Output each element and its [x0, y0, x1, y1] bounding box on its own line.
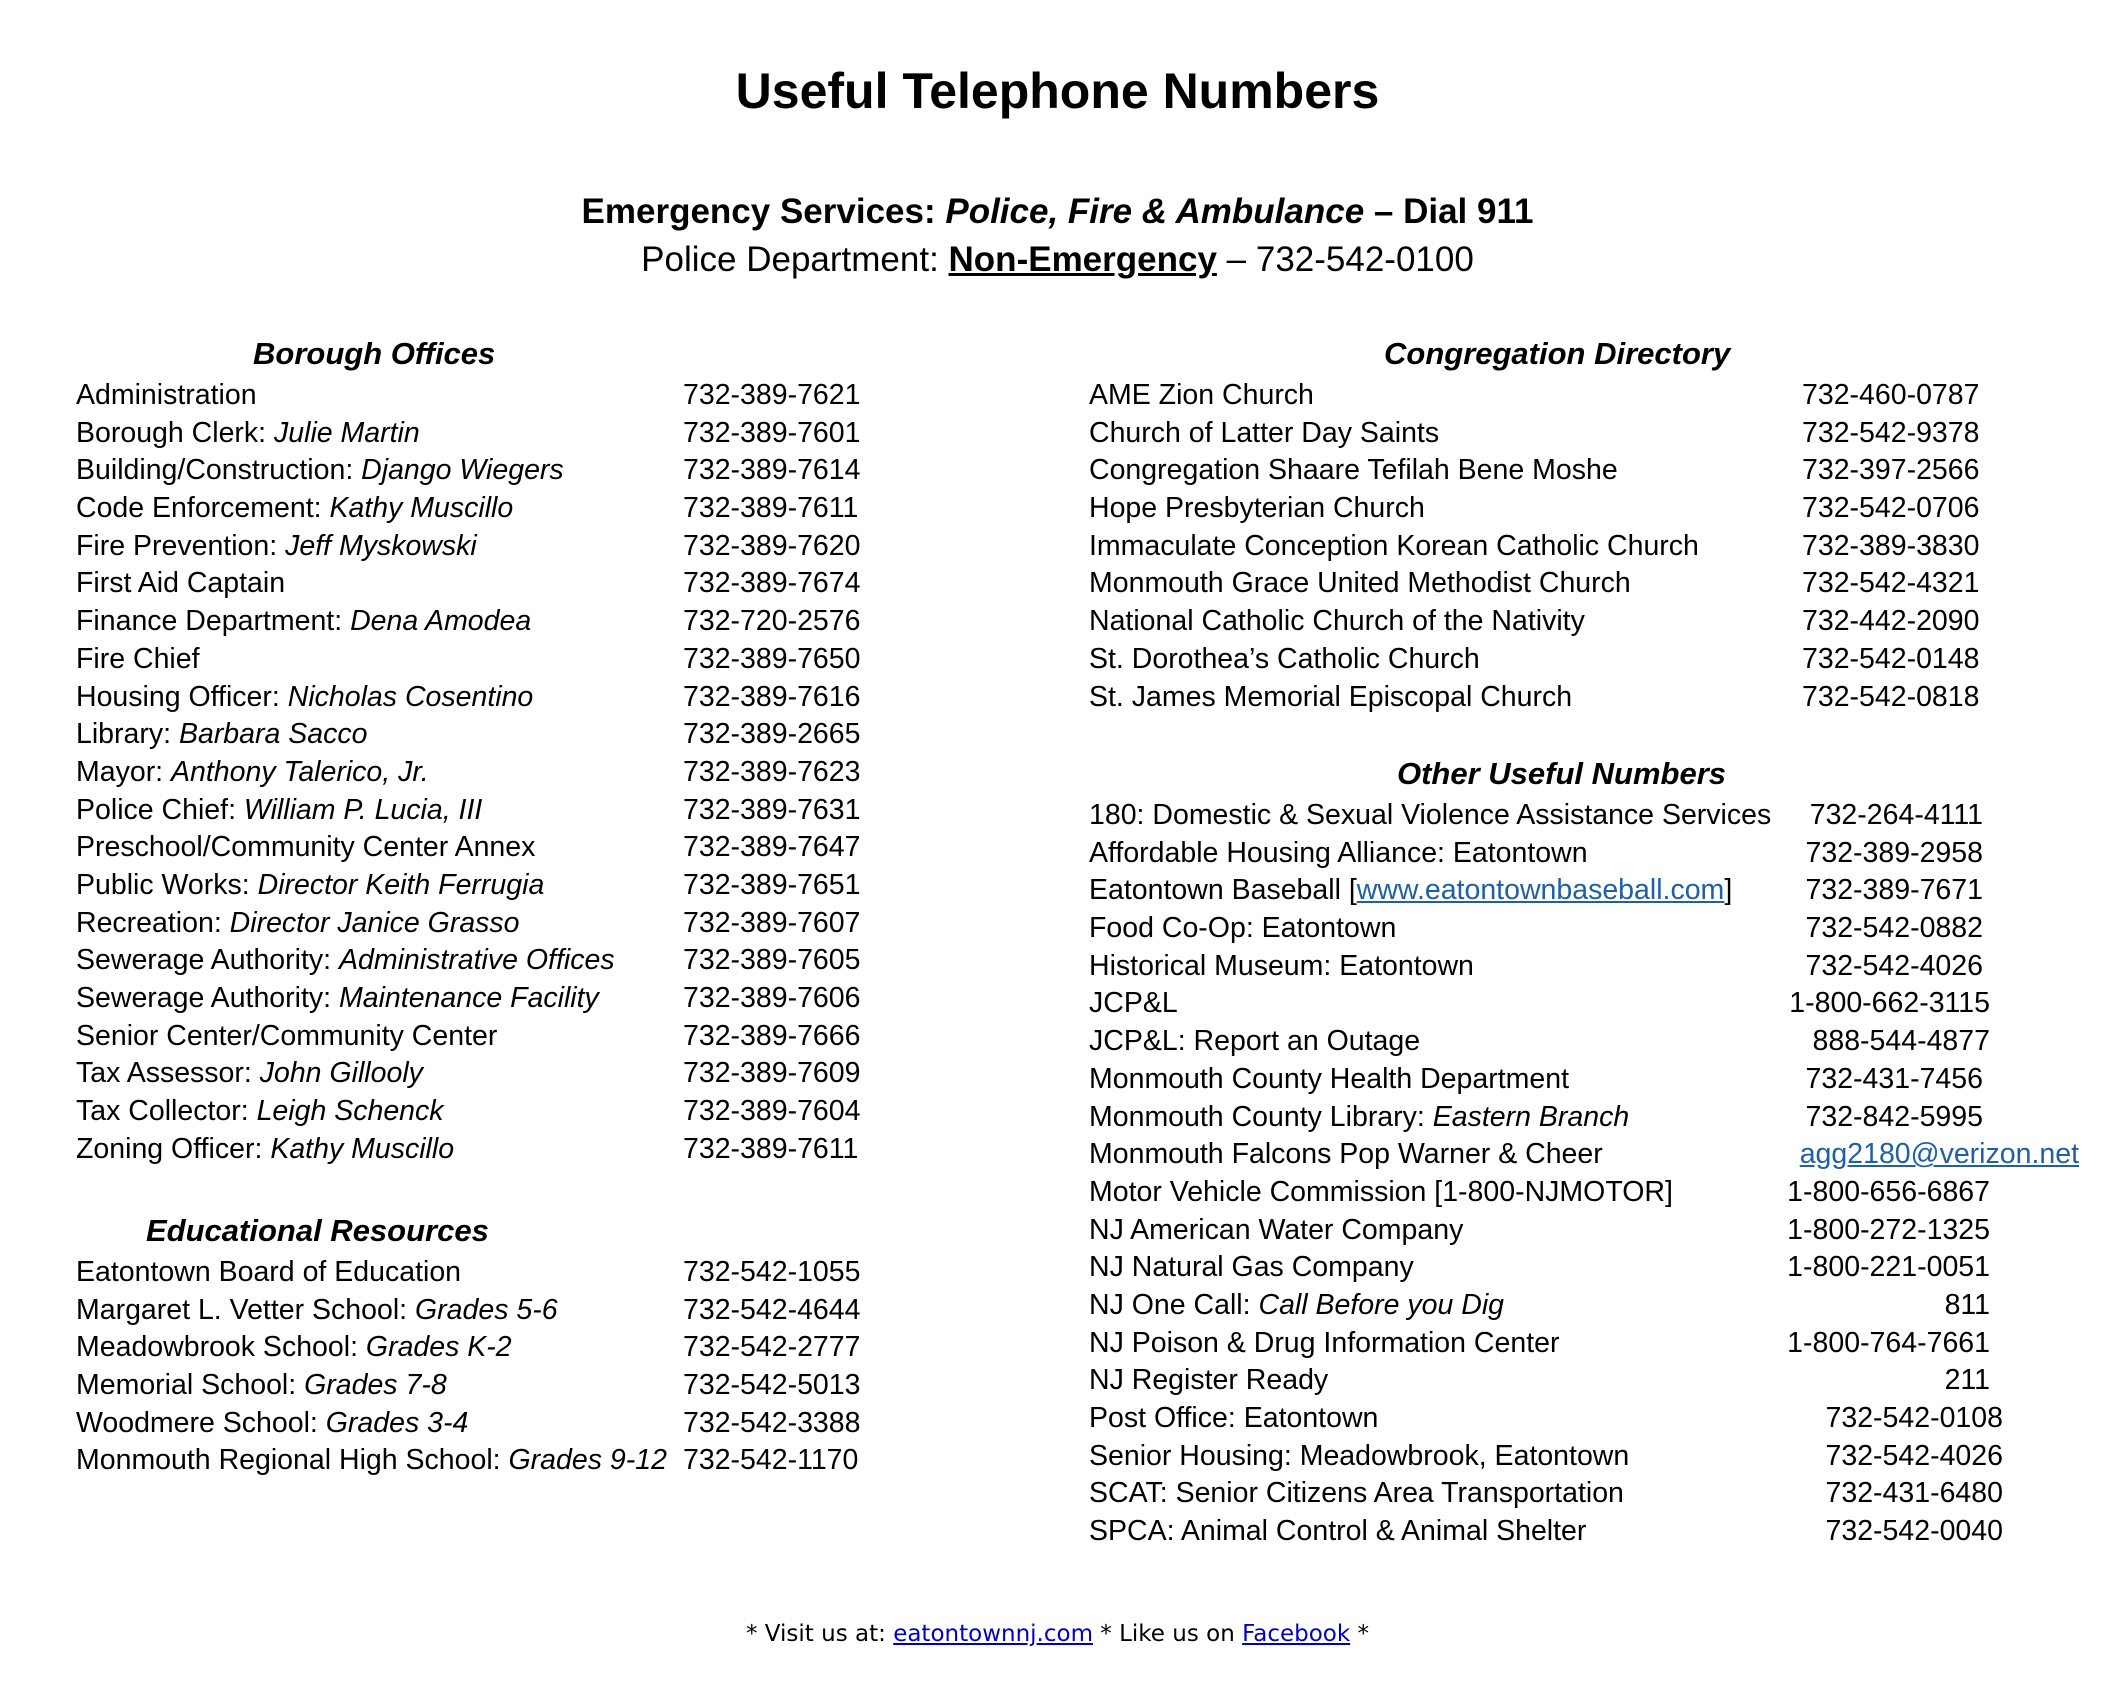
entry-text: Margaret L. Vetter School:: [76, 1293, 416, 1326]
list-item: [1089, 641, 1989, 679]
list-item: [76, 1055, 876, 1093]
entry-label: [1089, 910, 1396, 948]
other-list: [1089, 797, 2079, 1551]
list-item: [76, 829, 876, 867]
entry-name: Nicholas Cosentino: [287, 680, 534, 713]
list-item: [1089, 1136, 2079, 1174]
phone-number[interactable]: 732-431-7456: [1805, 1062, 1983, 1095]
list-item: [76, 1254, 876, 1292]
phone-number[interactable]: 732-389-3830: [1802, 529, 1980, 562]
congregation-heading: Congregation Directory: [1384, 336, 1731, 371]
entry-label: [1089, 1136, 1603, 1174]
entry-label: [1089, 1400, 1378, 1438]
entry-label: [1089, 1475, 1624, 1513]
entry-text: Hope Presbyterian Church: [1089, 492, 1425, 525]
phone-number[interactable]: 732-542-5013: [683, 1369, 861, 1402]
phone-number[interactable]: 732-389-7607: [683, 906, 861, 939]
phone-number[interactable]: 732-389-2958: [1805, 836, 1983, 869]
list-item: [1089, 1061, 2079, 1099]
entry-text: St. James Memorial Episcopal Church: [1089, 680, 1573, 713]
phone-number[interactable]: 732-542-0706: [1802, 492, 1980, 525]
emergency-dial: Dial 911: [1403, 192, 1534, 231]
list-item: [1089, 872, 2079, 910]
entry-name: Django Wiegers: [361, 454, 564, 487]
list-item: [1089, 1438, 2079, 1476]
entry-text: Sewerage Authority:: [76, 982, 339, 1014]
entry-label: [1089, 1174, 1673, 1212]
list-item: [76, 1018, 876, 1056]
footer-prefix: * Visit us at:: [746, 1621, 894, 1647]
entry-name: Grades 9-12: [508, 1444, 667, 1477]
list-item: [76, 490, 876, 528]
entry-text: NJ Poison & Drug Information Center: [1089, 1326, 1560, 1359]
entry-text: Historical Museum: Eatontown: [1089, 949, 1474, 982]
entry-name: Barbara Sacco: [178, 718, 368, 751]
list-item: [76, 754, 876, 792]
entry-label: [1089, 1249, 1414, 1287]
list-item: [1089, 797, 2079, 835]
phone-number[interactable]: 732-389-7616: [683, 680, 861, 713]
list-item: [1089, 1400, 2079, 1438]
entry-name: Dena Amodea: [350, 605, 532, 638]
entry-text: Preschool/Community Center Annex: [76, 831, 536, 864]
entry-text: Monmouth Falcons Pop Warner & Cheer: [1089, 1138, 1603, 1171]
phone-number[interactable]: 732-389-7647: [683, 831, 861, 864]
entry-label: [1089, 985, 1178, 1023]
entry-text: Fire Prevention:: [76, 529, 286, 562]
list-item: [76, 641, 876, 679]
entry-text: Monmouth County Library:: [1089, 1100, 1433, 1133]
list-item: [1089, 490, 1989, 528]
entry-name: Administrative Offices: [339, 944, 615, 977]
entry-label: [76, 641, 200, 679]
phone-number[interactable]: 732-542-1170: [683, 1444, 859, 1477]
entry-text: Meadowbrook School:: [76, 1331, 366, 1364]
emergency-lead: Emergency Services:: [581, 192, 946, 231]
phone-number[interactable]: 732-389-7671: [1805, 874, 1983, 907]
borough-heading: Borough Offices: [253, 336, 496, 371]
entry-name: Grades 3-4: [325, 1406, 469, 1439]
entry-label: [76, 716, 367, 754]
website-link[interactable]: eatontownnj.com: [893, 1621, 1093, 1647]
entry-label: [76, 452, 564, 490]
phone-number[interactable]: 732-542-1055: [683, 1256, 861, 1288]
phone-number[interactable]: 732-389-7650: [683, 642, 861, 675]
entry-name: Grades 5-6: [415, 1293, 558, 1326]
entry-text: Sewerage Authority:: [76, 944, 339, 977]
entry-text: Housing Officer:: [76, 680, 288, 713]
entry-text: 180: Domestic & Sexual Violence Assistance Services: [1089, 799, 1772, 831]
entry-label: [1089, 490, 1425, 528]
entry-text: NJ Natural Gas Company: [1089, 1251, 1414, 1284]
entry-name: Director Janice Grasso: [229, 906, 520, 939]
phone-number[interactable]: 732-389-7614: [683, 454, 861, 487]
entry-label: [1089, 797, 1771, 835]
list-item: [76, 905, 876, 943]
entry-text: Public Works:: [76, 868, 258, 901]
entry-label: [76, 1131, 454, 1169]
list-item: [76, 1329, 876, 1367]
phone-number[interactable]: 732-389-7609: [683, 1057, 861, 1090]
list-item: [76, 1367, 876, 1405]
entry-text: Food Co-Op: Eatontown: [1089, 912, 1397, 945]
phone-number[interactable]: 732-542-4026: [1805, 949, 1983, 982]
entry-text: Tax Assessor:: [76, 1057, 260, 1090]
entry-text: Affordable Housing Alliance: Eatontown: [1089, 836, 1588, 869]
phone-number[interactable]: 732-389-7601: [683, 416, 861, 449]
entry-text: Senior Housing: Meadowbrook, Eatontown: [1089, 1439, 1630, 1472]
list-item: [76, 603, 876, 641]
list-item: [1089, 565, 1989, 603]
entry-label: [76, 905, 520, 943]
entry-label: [76, 1018, 497, 1056]
entry-name: Call Before you Dig: [1258, 1288, 1505, 1321]
entry-text: Church of Latter Day Saints: [1089, 416, 1440, 449]
entry-label: [76, 603, 531, 641]
phone-number[interactable]: 732-720-2576: [683, 605, 861, 638]
footer: [0, 1621, 2115, 1647]
phone-number[interactable]: 211: [1944, 1364, 1990, 1397]
phone-number[interactable]: 732-542-3388: [683, 1406, 861, 1439]
entry-name: John Gillooly: [259, 1057, 423, 1090]
entry-name: Grades K-2: [365, 1331, 512, 1364]
phone-number[interactable]: 732-542-0818: [1802, 680, 1980, 713]
list-item: [1089, 377, 1989, 415]
entry-label: [1089, 415, 1439, 453]
phone-number[interactable]: 1-800-662-3115: [1789, 987, 1990, 1020]
police-phone[interactable]: 732-542-0100: [1255, 240, 1474, 279]
phone-number[interactable]: 732-389-7611: [683, 1132, 859, 1165]
entry-text: Eatontown Board of Education: [76, 1256, 462, 1288]
entry-label: [1089, 377, 1314, 415]
list-item: [76, 1442, 876, 1480]
entry-text: Police Chief:: [76, 793, 244, 826]
entry-label: [76, 980, 599, 1018]
entry-text: Fire Chief: [76, 642, 200, 675]
phone-number[interactable]: 888-544-4877: [1812, 1025, 1990, 1058]
phone-number[interactable]: 1-800-656-6867: [1787, 1175, 1990, 1208]
entry-name: Eastern Branch: [1432, 1100, 1630, 1133]
entry-text: Monmouth County Health Department: [1089, 1062, 1569, 1095]
list-item: [76, 679, 876, 717]
entry-text: Administration: [76, 379, 257, 411]
entry-text: Recreation:: [76, 906, 230, 939]
list-item: [76, 980, 876, 1018]
education-list: [76, 1254, 876, 1480]
entry-label: [76, 490, 513, 528]
phone-number[interactable]: 732-389-7623: [683, 755, 861, 788]
phone-number[interactable]: 1-800-221-0051: [1787, 1251, 1990, 1284]
list-item: [76, 792, 876, 830]
entry-label: [76, 1367, 447, 1405]
list-item: [1089, 528, 1989, 566]
entry-label: [1089, 603, 1585, 641]
phone-number[interactable]: 732-397-2566: [1802, 454, 1980, 487]
entry-name: Anthony Talerico, Jr.: [171, 755, 429, 788]
entry-label: [76, 829, 535, 867]
list-item: [1089, 1174, 2079, 1212]
entry-text: JCP&L: Report an Outage: [1089, 1025, 1421, 1058]
phone-number[interactable]: 1-800-764-7661: [1787, 1326, 1990, 1359]
list-item: [76, 1405, 876, 1443]
phone-number[interactable]: 732-389-7651: [683, 868, 861, 901]
entry-text: Post Office: Eatontown: [1089, 1402, 1379, 1434]
entry-label: [76, 1254, 461, 1292]
entry-text: Building/Construction:: [76, 454, 362, 487]
list-item: [1089, 452, 1989, 490]
entry-label: [1089, 452, 1618, 490]
list-item: [76, 415, 876, 453]
phone-number[interactable]: 732-542-0148: [1802, 642, 1980, 675]
phone-number[interactable]: 732-389-7631: [683, 793, 861, 826]
entry-name: William P. Lucia, III: [243, 793, 483, 826]
phone-number[interactable]: 732-389-7666: [683, 1019, 861, 1052]
entry-label: [1089, 1325, 1559, 1363]
list-item: [1089, 985, 2079, 1023]
entry-label: [1089, 1362, 1328, 1400]
congregation-list: [1089, 377, 1989, 716]
emergency-services: Police, Fire & Ambulance: [945, 192, 1365, 231]
entry-label: [76, 528, 477, 566]
phone-number[interactable]: 732-389-7604: [683, 1095, 861, 1128]
entry-label: [76, 679, 533, 717]
entry-label: [1089, 1212, 1463, 1250]
list-item: [76, 716, 876, 754]
police-sep: –: [1216, 240, 1256, 279]
entry-label: [1089, 948, 1474, 986]
list-item: [76, 1093, 876, 1131]
entry-text: Code Enforcement:: [76, 492, 330, 525]
entry-label: [76, 942, 615, 980]
entry-text: Motor Vehicle Commission [1-800-NJMOTOR]: [1089, 1175, 1673, 1208]
entry-label: [76, 565, 285, 603]
entry-name: Julie Martin: [274, 416, 420, 449]
entry-text: St. Dorothea’s Catholic Church: [1089, 642, 1480, 675]
entry-label: [76, 1329, 512, 1367]
entry-label: [76, 792, 482, 830]
page-title: Useful Telephone Numbers: [735, 63, 1380, 119]
list-item: [1089, 603, 1989, 641]
entry-text: National Catholic Church of the Nativity: [1089, 605, 1585, 638]
entry-text: SCAT: Senior Citizens Area Transportation: [1089, 1477, 1624, 1510]
entry-text: NJ American Water Company: [1089, 1213, 1464, 1246]
list-item: [76, 377, 876, 415]
entry-label: [76, 754, 429, 792]
list-item: [76, 867, 876, 905]
entry-label: [1089, 835, 1588, 873]
phone-number[interactable]: 811: [1944, 1288, 1990, 1321]
entry-label: [76, 415, 420, 453]
entry-text: Eatontown Baseball [: [1089, 874, 1357, 907]
entry-name: Kathy Muscillo: [270, 1132, 455, 1165]
list-item: [1089, 679, 1989, 717]
entry-text: NJ Register Ready: [1089, 1364, 1329, 1397]
entry-name: Grades 7-8: [304, 1369, 447, 1402]
list-item: [1089, 1325, 2079, 1363]
entry-label: [76, 1292, 558, 1330]
phone-number[interactable]: 732-264-4111: [1809, 799, 1983, 831]
list-item: [1089, 1362, 2079, 1400]
phone-number[interactable]: 732-389-7674: [683, 567, 861, 600]
footer-suffix: *: [1350, 1621, 1369, 1647]
phone-number[interactable]: 732-542-4644: [683, 1293, 861, 1326]
list-item: [76, 565, 876, 603]
entry-text: Tax Collector:: [76, 1095, 257, 1128]
entry-label: [76, 867, 544, 905]
entry-name: Director Keith Ferrugia: [257, 868, 545, 901]
entry-label: [1089, 1099, 1629, 1137]
phone-number[interactable]: 732-442-2090: [1802, 605, 1980, 638]
police-nonemergency: Non-Emergency: [948, 240, 1217, 279]
entry-text: NJ One Call:: [1089, 1288, 1259, 1321]
phone-number[interactable]: 732-542-0882: [1805, 912, 1983, 945]
entry-text: AME Zion Church: [1089, 379, 1314, 411]
list-item: [76, 528, 876, 566]
entry-label: [1089, 1023, 1420, 1061]
phone-number[interactable]: 732-542-0040: [1825, 1515, 2003, 1548]
phone-number[interactable]: 732-389-7620: [683, 529, 861, 562]
phone-number[interactable]: 732-389-7606: [683, 982, 861, 1014]
entry-name: Leigh Schenck: [256, 1095, 444, 1128]
list-item: [1089, 1287, 2079, 1325]
phone-number[interactable]: 732-389-7611: [683, 492, 859, 525]
entry-text: JCP&L: [1089, 987, 1178, 1020]
entry-label: [1089, 528, 1699, 566]
list-item: [1089, 1023, 2079, 1061]
police-lead: Police Department:: [641, 240, 949, 279]
emergency-line: [0, 192, 2115, 232]
entry-label: [1089, 1513, 1586, 1551]
phone-number[interactable]: 732-542-0108: [1825, 1402, 2003, 1434]
entry-label: [76, 1442, 667, 1480]
entry-label: [76, 1093, 444, 1131]
entry-text: Zoning Officer:: [76, 1132, 271, 1165]
phone-number[interactable]: 732-842-5995: [1805, 1100, 1983, 1133]
entry-text: Finance Department:: [76, 605, 351, 638]
entry-name: Kathy Muscillo: [329, 492, 514, 525]
entry-text: Woodmere School:: [76, 1406, 326, 1439]
entry-label: [1089, 872, 1732, 910]
footer-middle: * Like us on: [1092, 1621, 1243, 1647]
list-item: [76, 452, 876, 490]
list-item: [1089, 1212, 2079, 1250]
entry-label: [1089, 565, 1631, 603]
list-item: [1089, 415, 1989, 453]
phone-number[interactable]: 732-460-0787: [1802, 379, 1980, 411]
list-item: [1089, 835, 2079, 873]
entry-label: [1089, 679, 1572, 717]
entry-label: [1089, 1287, 1504, 1325]
phone-number[interactable]: 732-389-2665: [683, 718, 861, 751]
emergency-dash: –: [1364, 192, 1404, 231]
entry-text: Senior Center/Community Center: [76, 1019, 498, 1052]
phone-number[interactable]: 732-389-7605: [683, 944, 861, 977]
entry-text: Congregation Shaare Tefilah Bene Moshe: [1089, 454, 1618, 487]
entry-text: Borough Clerk:: [76, 416, 275, 449]
phone-number[interactable]: 732-431-6480: [1825, 1477, 2003, 1510]
phone-number[interactable]: 732-542-2777: [683, 1331, 861, 1364]
list-item: [1089, 1513, 2079, 1551]
entry-text: Mayor:: [76, 755, 172, 788]
entry-name: Maintenance Facility: [339, 982, 599, 1014]
entry-text: First Aid Captain: [76, 567, 286, 600]
website-link[interactable]: www.eatontownbaseball.com: [1356, 874, 1725, 907]
entry-label: [1089, 1061, 1569, 1099]
entry-label: [76, 1055, 423, 1093]
list-item: [76, 1131, 876, 1169]
entry-label: [76, 1405, 468, 1443]
entry-text: Memorial School:: [76, 1369, 305, 1402]
entry-text: SPCA: Animal Control & Animal Shelter: [1089, 1515, 1587, 1548]
list-item: [1089, 1475, 2079, 1513]
other-heading: Other Useful Numbers: [1397, 756, 1727, 791]
entry-label: [1089, 1438, 1629, 1476]
list-item: [1089, 1099, 2079, 1137]
entry-text: Library:: [76, 718, 179, 751]
facebook-link[interactable]: Facebook: [1242, 1621, 1351, 1647]
list-item: [1089, 910, 2079, 948]
email-link[interactable]: agg2180@verizon.net: [1799, 1138, 2079, 1171]
phone-number[interactable]: 732-542-4321: [1802, 567, 1980, 600]
list-item: [1089, 1249, 2079, 1287]
borough-list: [76, 377, 876, 1168]
entry-text: Monmouth Grace United Methodist Church: [1089, 567, 1631, 600]
list-item: [76, 942, 876, 980]
police-line: [0, 240, 2115, 280]
entry-name: Jeff Myskowski: [285, 529, 477, 562]
list-item: [76, 1292, 876, 1330]
entry-label: [76, 377, 257, 415]
entry-text: Monmouth Regional High School:: [76, 1444, 509, 1477]
entry-suffix: ]: [1724, 874, 1733, 907]
education-heading: Educational Resources: [146, 1213, 489, 1248]
phone-number[interactable]: 732-542-9378: [1802, 416, 1980, 449]
phone-number[interactable]: 732-389-7621: [683, 379, 861, 411]
phone-number[interactable]: 732-542-4026: [1825, 1439, 2003, 1472]
entry-label: [1089, 641, 1480, 679]
list-item: [1089, 948, 2079, 986]
phone-number[interactable]: 1-800-272-1325: [1787, 1213, 1990, 1246]
entry-text: Immaculate Conception Korean Catholic Church: [1089, 529, 1699, 562]
